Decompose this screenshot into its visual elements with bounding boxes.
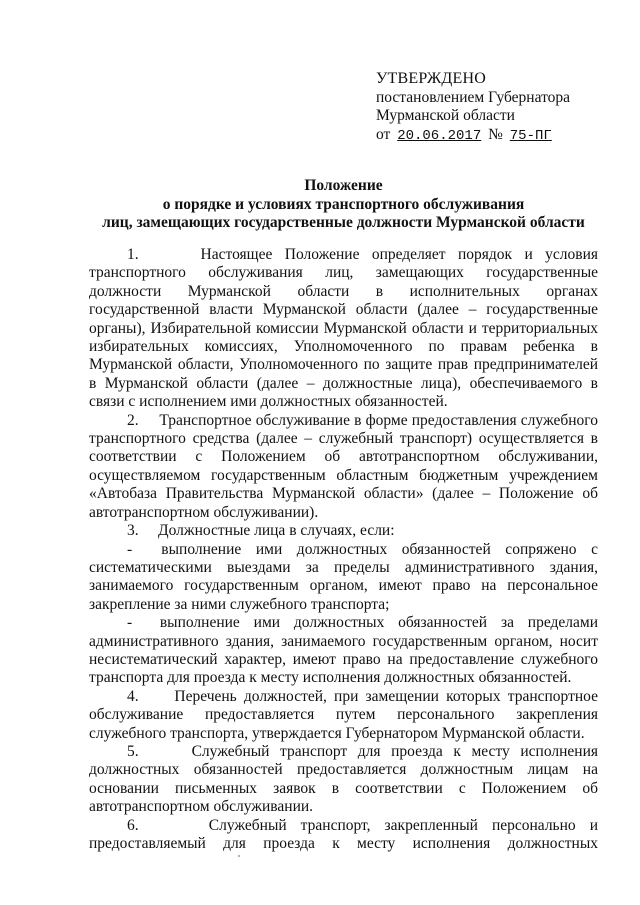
document-body <box>89 246 598 853</box>
scan-speck <box>238 855 240 857</box>
list-item-2: - выполнение ими должностных обязанностей за пределами административного здания, занимаемого государственным органом, носит несистематический характер, имеют право на предоставление служебного транспорта для проезда к месту исполнения должностных обязанностей. <box>89 614 598 687</box>
approval-line-1: постановлением Губернатора <box>376 88 571 106</box>
title-line-1: Положение <box>304 177 383 194</box>
paragraph-4: 4. Перечень должностей, при замещении которых транспортное обслуживание предоставляется путем персонального закрепления служебного транспорта, утверждается Губернатором Мурманской области. <box>89 687 598 742</box>
paragraph-6: 6. Служебный транспорт, закрепленный персонально и предоставляемый для проезда к месту исполнения должностных <box>89 816 598 852</box>
approval-line-2: Мурманской области <box>376 107 515 124</box>
approval-heading: УТВЕРЖДЕНО <box>376 70 487 87</box>
paragraph-3: 3. Должностные лица в случаях, если: <box>127 522 395 540</box>
title-line-2: о порядке и условиях транспортного обслуживания <box>162 195 525 213</box>
approval-date-prefix: от <box>376 125 391 143</box>
paragraph-2: 2. Транспортное обслуживание в форме предоставления служебного транспортного средства (далее – служебный транспорт) осуществляется в соответствии с Положением об автотранспортном обслуживании, осуществляемом государственным областным бюджетным учреждением «Автобаза Правительства Мурманской области» (далее – Положение об автотранспортном обслуживании). <box>89 411 598 521</box>
paragraph-5: 5. Служебный транспорт для проезда к месту исполнения должностных обязанностей предоставляется должностным лицам на основании письменных заявок в соответствии с Положением об автотранспортном обслуживании. <box>89 742 598 816</box>
title-line-3: лиц, замещающих государственные должности Мурманской области <box>102 214 585 231</box>
document-title <box>82 177 605 233</box>
approval-stamp <box>376 70 570 145</box>
list-item-1: - выполнение ими должностных обязанностей сопряжено с систематическими выездами за пределы административного здания, занимаемого государственным органом, имеют право на персональное закрепление за ними служебного транспорта; <box>89 540 598 613</box>
approval-number-prefix: № <box>488 125 503 143</box>
approval-date-line <box>376 126 570 146</box>
approval-number: 75-ПГ <box>509 127 552 144</box>
approval-date: 20.06.2017 <box>397 127 482 144</box>
paragraph-1: 1. Настоящее Положение определяет порядок и условия транспортного обслуживания лиц, замещающих государственные должности Мурманской области в исполнительных органах государственной власти Мурманской области (далее – государственные органы), Избирательной комиссии Мурманской области и территориальных избирательных комиссиях, Уполномоченного по правам ребенка в Мурманской области, Уполномоченного по защите прав предпринимателей в Мурманской области (далее – должностные лица), обеспечиваемого в связи с исполнением ими должностных обязанностей. <box>89 246 598 411</box>
